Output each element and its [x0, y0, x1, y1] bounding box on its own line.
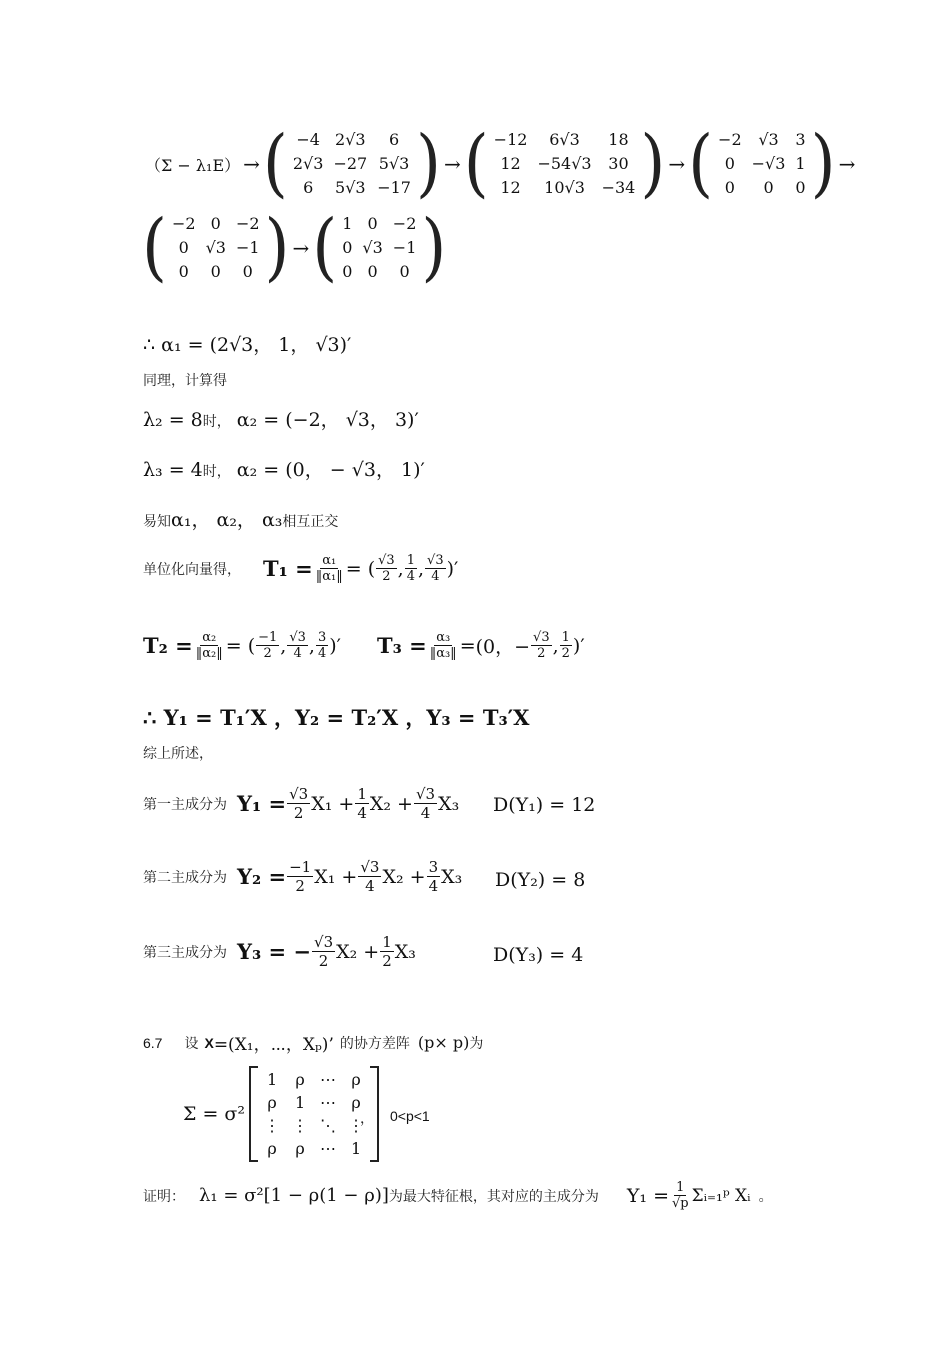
sigma-definition	[183, 1066, 379, 1162]
component-2-variance: D(Y₂) = 8	[495, 869, 586, 891]
matrix-4-table	[167, 212, 265, 284]
proof-sum: Σᵢ₌₁ᵖ Xᵢ	[691, 1185, 751, 1206]
cell: −54√3	[537, 154, 592, 173]
lambda2-rhs: α₂ = (−2， √3， 3)′	[236, 409, 419, 431]
orth-vectors: α₁， α₂， α₃	[171, 509, 283, 531]
orthogonal-line	[143, 505, 338, 532]
t1-val-2: $\frac{1}{4}$	[406, 553, 415, 584]
proof-text: 为最大特征根，其对应的主成分为	[388, 1188, 599, 1205]
lambda2-time: 时，	[202, 414, 231, 430]
cell: 12	[500, 178, 521, 197]
proof-line	[143, 1180, 773, 1211]
component-1-variance: D(Y₁) = 12	[493, 794, 596, 816]
cell: 0	[342, 238, 353, 257]
cell: 5√3	[335, 178, 366, 197]
cell: 0	[210, 214, 221, 233]
arrow: →	[243, 152, 260, 176]
t3-val-1: $\frac{√3}{2}$	[533, 630, 550, 661]
matrix-5-table	[337, 212, 421, 284]
cell: −1	[392, 238, 417, 257]
problem-text-c: 为	[469, 1035, 484, 1052]
matrix-chain-row-2	[142, 205, 447, 291]
t2-val-3: $\frac{3}{4}$	[317, 630, 327, 661]
component-3-label: 第三主成分为	[143, 944, 227, 961]
cell: 5√3	[378, 154, 410, 173]
t3-lhs: T₃ =	[376, 633, 427, 658]
cell: −2	[235, 214, 260, 233]
cell: 2√3	[292, 154, 324, 173]
component-2-lhs: Y₂ =	[237, 864, 287, 889]
cell: √3	[362, 238, 383, 257]
component-1-lhs: Y₁ =	[237, 791, 287, 816]
cell: −12	[493, 130, 528, 149]
t2-val-1: $\frac{-1}{2}$	[258, 630, 278, 661]
lambda2-line	[143, 405, 419, 432]
cell: 3	[795, 130, 806, 149]
cell: 18	[608, 130, 629, 149]
matrix-chain-row-1	[145, 121, 858, 207]
component-2: 第二主成分为 Y₂ = $\frac{-1}{2}$ X₁ + $\frac{√3}{4}$ X₂ + $\frac{3}{4}$ X₃	[143, 858, 463, 895]
t3-pre: (0，−	[475, 636, 531, 658]
unit-prefix: 单位化向量得，	[143, 561, 241, 578]
cell: 0	[367, 262, 378, 281]
arrow: →	[292, 236, 310, 260]
problem-eq: =(X₁，⋯，Xₚ)’	[213, 1035, 334, 1055]
cell: 6	[303, 178, 314, 197]
cell: 1	[342, 214, 353, 233]
cell: −√3	[751, 154, 786, 173]
matrix-3-table	[713, 128, 811, 200]
cell: 0	[724, 178, 735, 197]
lambda3-time: 时，	[202, 464, 231, 480]
alpha1-result: ∴ α₁ = (2√3， 1， √3)′	[143, 334, 352, 356]
proof-prefix: 证明：	[143, 1188, 185, 1205]
cell: −2	[718, 130, 742, 149]
t2-lhs: T₂ =	[143, 633, 193, 658]
t3-fraction: $\frac{\text{α₃}}{\text{‖α₃‖}}$	[429, 630, 457, 661]
y-definitions: ∴ Y₁ = T₁′X ，Y₂ = T₂′X ，Y₃ = T₃′X	[143, 705, 530, 730]
sigma-comma: ，	[360, 1111, 374, 1127]
problem-statement	[143, 1030, 483, 1055]
cell: 0	[178, 238, 189, 257]
matrix-2-table	[489, 128, 641, 200]
orth-suffix: 相互正交	[282, 514, 339, 530]
cell: 0	[795, 178, 806, 197]
cell: −27	[333, 154, 368, 173]
cell: 1	[795, 154, 806, 173]
t3-val-2: $\frac{1}{2}$	[561, 630, 570, 661]
sigma-matrix: 1 ρ ⋯ ρ ρ 1 ⋯ ρ ⋮ ⋮ ⋱ ⋮ ρ ρ ⋯ 1	[249, 1066, 379, 1162]
component-1: 第一主成分为 Y₁ = $\frac{√3}{2}$ X₁ + $\frac{1}{4}$ X₂ + $\frac{√3}{4}$ X₃	[143, 785, 460, 822]
cell: 0	[242, 262, 253, 281]
cell: √3	[205, 238, 226, 257]
cell: 6√3	[549, 130, 580, 149]
cell: 0	[367, 214, 378, 233]
cell: 0	[178, 262, 189, 281]
t2-fraction: $\frac{\text{α₂}}{\text{‖α₂‖}}$	[195, 630, 223, 661]
cell: −2	[392, 214, 417, 233]
orth-prefix: 易知	[143, 514, 171, 530]
cell: 0	[210, 262, 221, 281]
lambda2-lhs: λ₂ = 8	[143, 409, 203, 431]
lambda3-rhs: α₂ = (0， − √3， 1)′	[236, 459, 425, 481]
t1-lhs: T₁ =	[263, 556, 313, 581]
sigma-lhs: Σ = σ²	[183, 1103, 246, 1125]
sigma-condition: 0<p<1	[390, 1108, 430, 1124]
t1-val-1: $\frac{√3}{2}$	[378, 553, 395, 584]
cell: −34	[601, 178, 636, 197]
matrix-1-table	[288, 128, 416, 200]
cell: 0	[763, 178, 774, 197]
matrix-3: ( −2 √3 3 0 −√3 1 0 0 0 )	[688, 121, 836, 207]
cell: −4	[296, 130, 320, 149]
problem-text-b: 的协方差阵	[339, 1035, 410, 1052]
cell: 6	[388, 130, 400, 149]
proof-y1: Y₁ =	[626, 1184, 669, 1207]
component-3-variance: D(Y₃) = 4	[493, 944, 584, 966]
cell: √3	[758, 130, 779, 149]
matrix-4: ( −2 0 −2 0 √3 −1 0 0 0 )	[142, 205, 290, 291]
component-1-label: 第一主成分为	[143, 796, 227, 813]
problem-number: 6.7	[143, 1034, 163, 1051]
proof-period: 。	[758, 1188, 773, 1205]
cell: 0	[724, 154, 735, 173]
cell: 12	[500, 154, 521, 173]
unit-vector-line-1: 单位化向量得， T₁ = $\frac{\text{α₁}}{\text{‖α₁‖}}$ = ( $\frac{√3}{2}$ , $\frac{1}{4}$ , $\frac{√3}{4}$ )′	[143, 553, 459, 584]
summary-text: 综上所述，	[143, 746, 213, 762]
component-3-lhs: Y₃ = −	[237, 939, 312, 964]
t2-val-2: $\frac{√3}{4}$	[289, 630, 306, 661]
t1-fraction: $\frac{\text{α₁}}{\text{‖α₁‖}}$	[315, 553, 343, 584]
cell: 0	[399, 262, 410, 281]
problem-text-a: 设	[184, 1035, 199, 1052]
cell: −17	[377, 178, 411, 197]
arrow: →	[443, 152, 461, 176]
matrix-5: ( 1 0 −2 0 √3 −1 0 0 0 )	[312, 205, 447, 291]
proof-eq: λ₁ = σ²[1 − ρ(1 − ρ)]	[199, 1185, 389, 1206]
proof-frac: $\frac{1}{√p}$	[672, 1180, 689, 1211]
matrix-2: ( −12 6√3 18 12 −54√3 30 12 10√3 −34 )	[463, 121, 666, 207]
arrow: →	[838, 152, 856, 176]
same-reason-text: 同理，计算得	[143, 373, 227, 389]
arrow: →	[668, 152, 686, 176]
cell: 10√3	[544, 178, 585, 197]
lambda3-lhs: λ₃ = 4	[143, 459, 203, 481]
component-2-label: 第二主成分为	[143, 869, 227, 886]
problem-x: X	[204, 1034, 214, 1051]
cell: 0	[342, 262, 353, 281]
lhs-expression: （Σ − λ₁E）	[145, 155, 241, 175]
t1-val-3: $\frac{√3}{4}$	[427, 553, 444, 584]
cell: 30	[608, 154, 629, 173]
matrix-1: ( −4 2√3 6 2√3 −27 5√3 6 5√3 −17 )	[262, 121, 441, 207]
component-3: 第三主成分为 Y₃ = − $\frac{√3}{2}$ X₂ + $\frac{1}{2}$ X₃	[143, 933, 416, 970]
cell: 2√3	[335, 130, 366, 149]
lambda3-line	[143, 455, 425, 482]
unit-vector-line-2: T₂ = $\frac{\text{α₂}}{\text{‖α₂‖}}$ = ( $\frac{-1}{2}$ , $\frac{√3}{4}$ , $\frac{3}{4}$ )′ T₃ = $\frac{\text{α₃}}{\text{‖α₃‖}}$ = (0，− $\frac{√3}{2}$ , $\frac{1}{2}$ )′	[143, 630, 585, 661]
problem-dim: (p× p)	[417, 1033, 470, 1052]
cell: −1	[235, 238, 260, 257]
cell: −2	[171, 214, 196, 233]
